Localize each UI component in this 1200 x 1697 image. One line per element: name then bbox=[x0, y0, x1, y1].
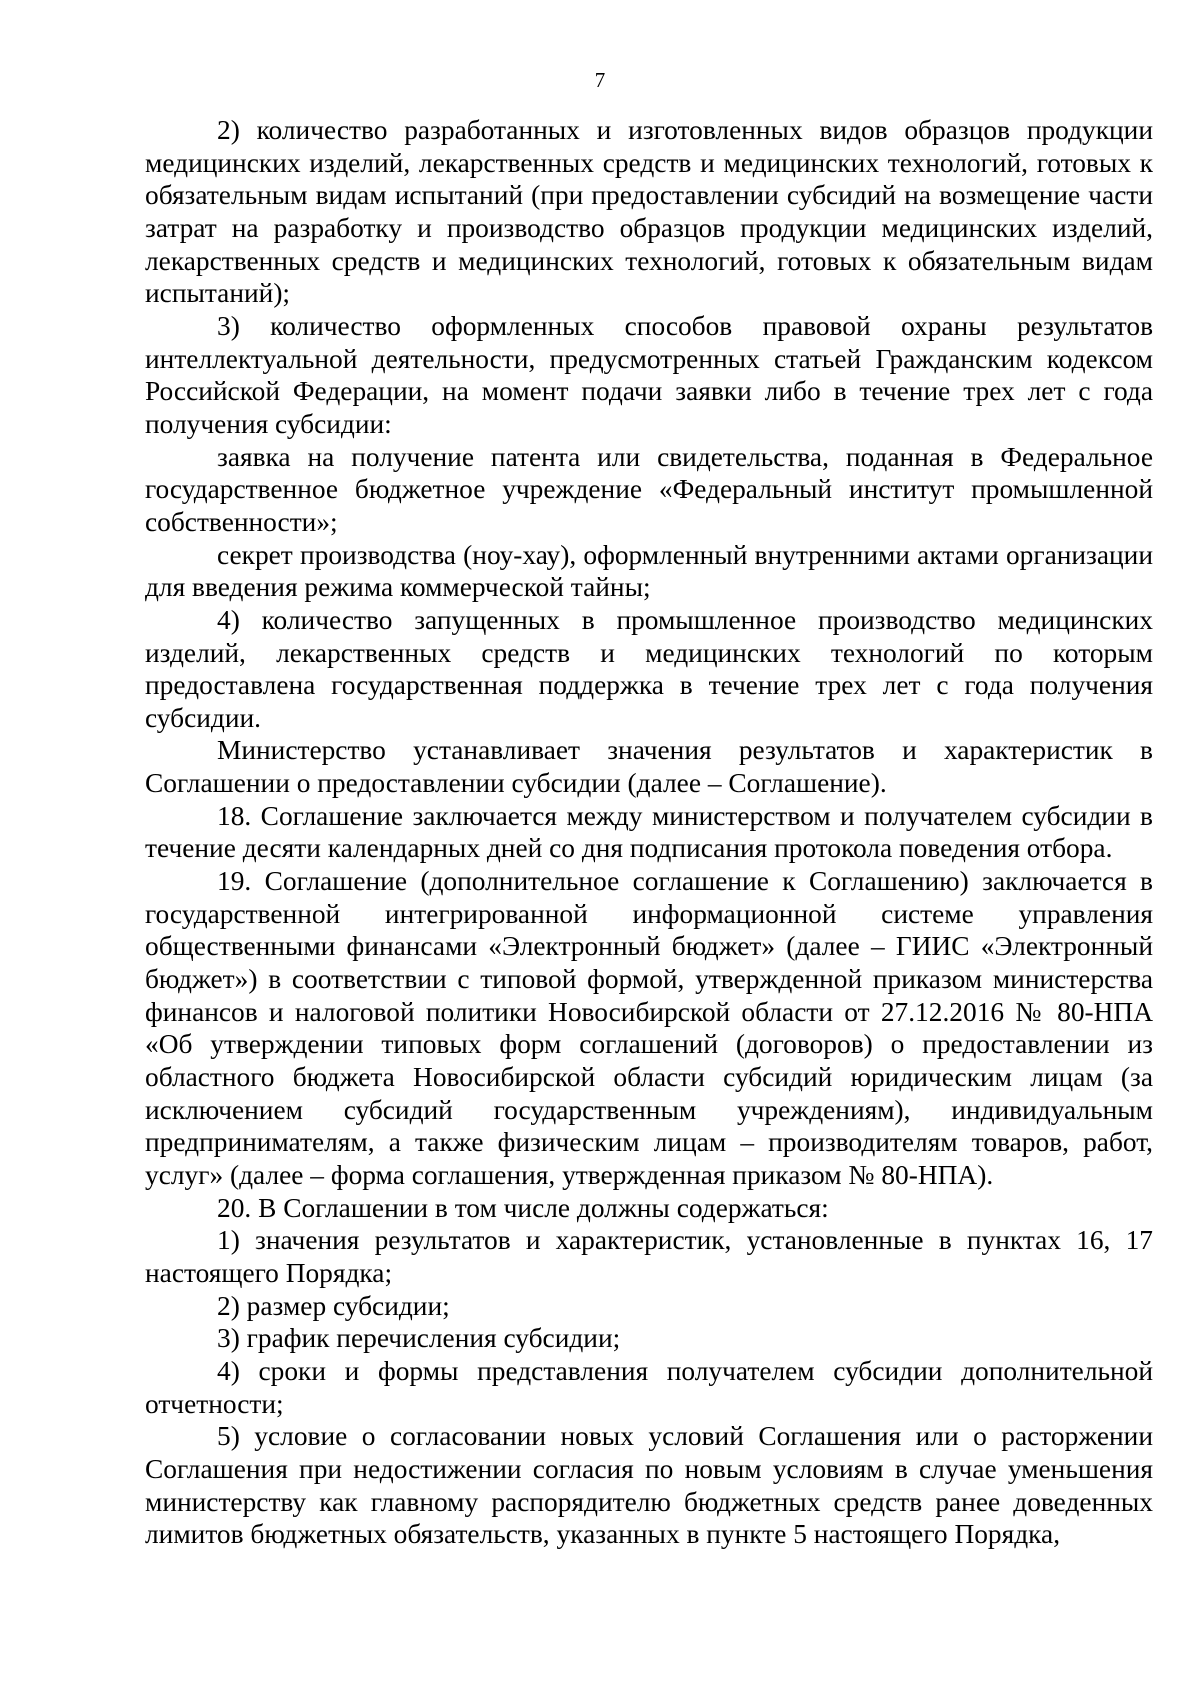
paragraph-item-2: 2) количество разработанных и изготовленных видов образцов продукции медицинских изделий, лекарственных средств и медицинских технологий, готовых к обязательным видам испытаний (при предоставлении субсидий на возмещение части затрат на разработку и производство образцов продукции медицинских изделий, лекарственных средств и медицинских технологий, готовых к обязательным видам испытаний); bbox=[145, 115, 1153, 309]
document-body bbox=[145, 114, 1153, 1551]
paragraph-section-20-item-5: 5) условие о согласовании новых условий Соглашения или о расторжении Соглашения при недостижении согласия по новым условиям в случае уменьшения министерству как главному распорядителю бюджетных средств ранее доведенных лимитов бюджетных обязательств, указанных в пункте 5 настоящего Порядка, bbox=[145, 1421, 1153, 1550]
paragraph-item-4: 4) количество запущенных в промышленное производство медицинских изделий, лекарственных средств и медицинских технологий по которым предоставлена государственная поддержка в течение трех лет с года получения субсидии. bbox=[145, 604, 1153, 733]
paragraph-section-20-item-4: 4) сроки и формы представления получателем субсидии дополнительной отчетности; bbox=[145, 1355, 1153, 1419]
paragraph-section-20-item-3: 3) график перечисления субсидии; bbox=[217, 1323, 621, 1354]
paragraph-know-how: секрет производства (ноу-хау), оформленный внутренними актами организации для введения режима коммерческой тайны; bbox=[145, 539, 1153, 603]
paragraph-section-18: 18. Соглашение заключается между министерством и получателем субсидии в течение десяти календарных дней со дня подписания протокола поведения отбора. bbox=[145, 800, 1153, 864]
paragraph-section-20: 20. В Соглашении в том числе должны содержаться: bbox=[217, 1192, 829, 1223]
page-number: 7 bbox=[594, 68, 606, 92]
paragraph-section-19: 19. Соглашение (дополнительное соглашение к Соглашению) заключается в государственной интегрированной информационной системе управления общественными финансами «Электронный бюджет» (далее – ГИИС «Электронный бюджет») в соответствии с типовой формой, утвержденной приказом министерства финансов и налоговой политики Новосибирской области от 27.12.2016 № 80-НПА «Об утверждении типовых форм соглашений (договоров) о предоставлении из областного бюджета Новосибирской области субсидий юридическим лицам (за исключением субсидий государственным учреждениям), индивидуальным предпринимателям, а также физическим лицам – производителям товаров, работ, услуг» (далее – форма соглашения, утвержденная приказом № 80-НПА). bbox=[145, 866, 1153, 1190]
paragraph-section-20-item-1: 1) значения результатов и характеристик, установленные в пунктах 16, 17 настоящего Порядка; bbox=[145, 1225, 1153, 1288]
paragraph-ministry-sets-values: Министерство устанавливает значения результатов и характеристик в Соглашении о предоставлении субсидии (далее – Соглашение). bbox=[145, 735, 1153, 799]
paragraph-item-3: 3) количество оформленных способов правовой охраны результатов интеллектуальной деятельности, предусмотренных статьей Гражданским кодексом Российской Федерации, на момент подачи заявки либо в течение трех лет с года получения субсидии: bbox=[145, 310, 1153, 439]
paragraph-patent-application: заявка на получение патента или свидетельства, поданная в Федеральное государственное бюджетное учреждение «Федеральный институт промышленной собственности»; bbox=[145, 441, 1153, 537]
paragraph-section-20-item-2: 2) размер субсидии; bbox=[217, 1290, 450, 1321]
